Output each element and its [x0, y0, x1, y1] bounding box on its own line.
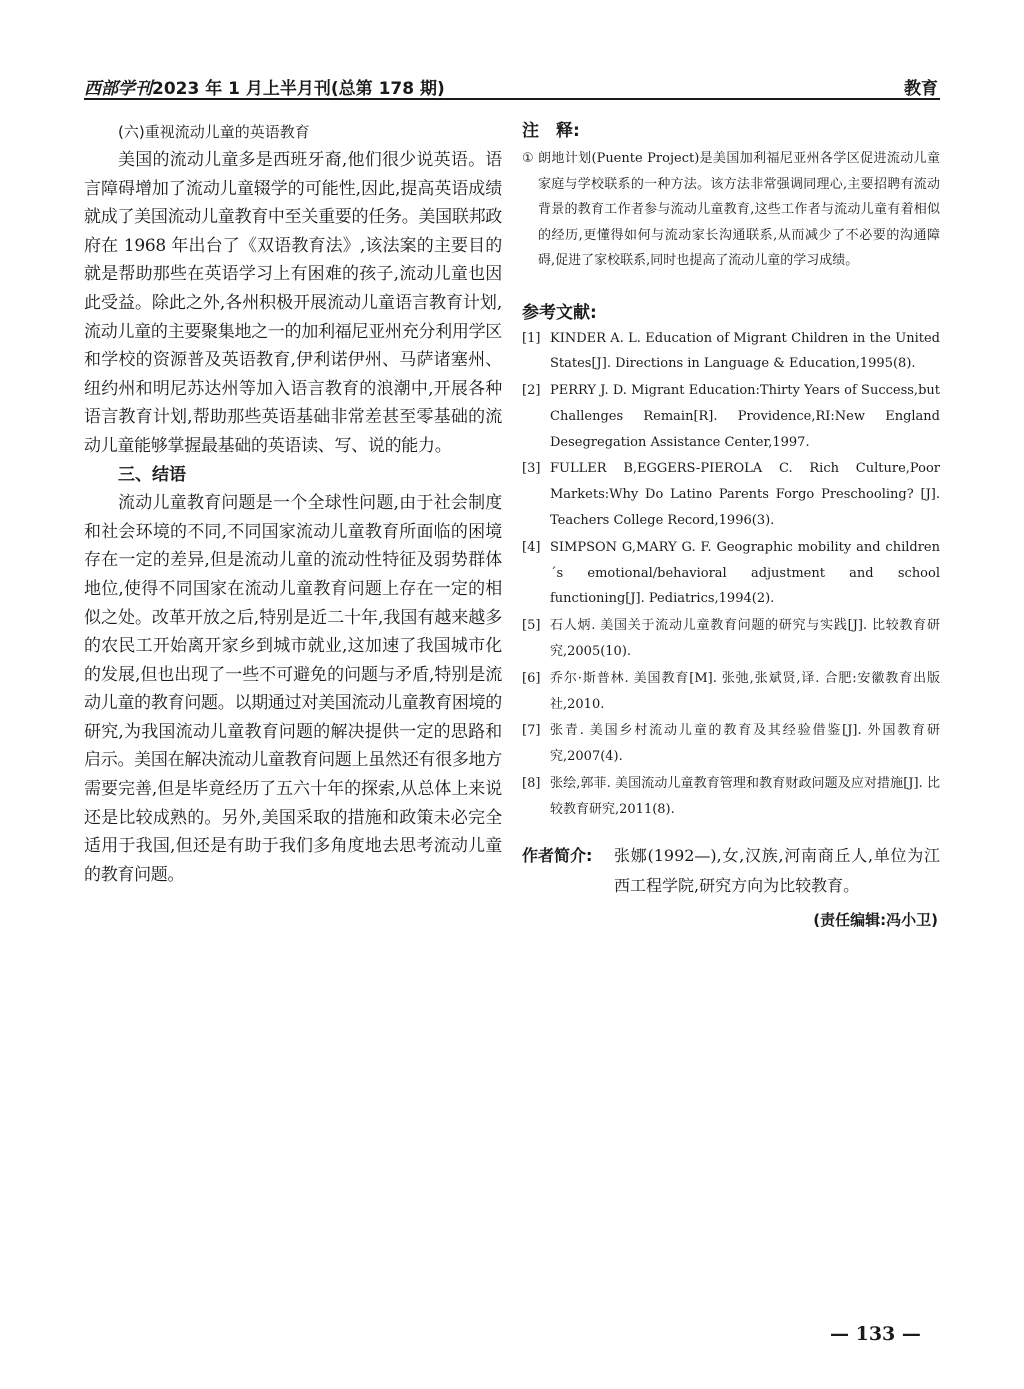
- note-marker: ①: [522, 151, 534, 166]
- reference-text: 张绘,郭菲. 美国流动儿童教育管理和教育财政问题及应对措施[J]. 比较教育研究,2011(8).: [550, 776, 940, 817]
- body-paragraph-1: 美国的流动儿童多是西班牙裔,他们很少说英语。语言障碍增加了流动儿童辍学的可能性,因此,提高英语成绩就成了美国流动儿童教育中至关重要的任务。美国联邦政府在 1968 年出台了《双语教育法》,该法案的主要目的就是帮助那些在英语学习上有困难的孩子,流动儿童也因此受益。除此之外,各州积极开展流动儿童语言教育计划,流动儿童的主要聚集地之一的加利福尼亚州充分利用学区和学校的资源普及英语教育,伊利诺伊州、马萨诸塞州、纽约州和明尼苏达州等加入语言教育的浪潮中,开展各种语言教育计划,帮助那些英语基础非常差甚至零基础的流动儿童能够掌握最基础的英语读、写、说的能力。: [84, 150, 502, 456]
- reference-number: [6]: [522, 670, 541, 686]
- section-title-conclusion: 三、结语: [118, 464, 186, 485]
- issue-info: 2023 年 1 月上半月刊(总第 178 期): [152, 79, 445, 99]
- reference-number: [4]: [522, 539, 541, 555]
- reference-item: [522, 378, 940, 455]
- reference-item: [522, 535, 940, 612]
- reference-text: PERRY J. D. Migrant Education:Thirty Years of Success,but Challenges Remain[R]. Providence,RI:New England Desegregation Assistance Center,1997.: [550, 383, 940, 450]
- reference-item: [522, 666, 940, 718]
- reference-text: KINDER A. L. Education of Migrant Children in the United States[J]. Directions in Language & Education,1995(8).: [550, 330, 940, 372]
- reference-item: [522, 613, 940, 665]
- references-title: 参考文献:: [522, 302, 597, 323]
- author-label: 作者简介:: [522, 845, 593, 865]
- author-bio: [522, 841, 940, 901]
- reference-number: [5]: [522, 618, 541, 634]
- reference-text: FULLER B,EGGERS-PIEROLA C. Rich Culture,Poor Markets:Why Do Latino Parents Forgo Preschooling? [J]. Teachers College Record,1996(3).: [550, 461, 940, 529]
- reference-text: 石人炳. 美国关于流动儿童教育问题的研究与实践[J]. 比较教育研究,2005(10).: [550, 618, 940, 660]
- reference-number: [3]: [522, 461, 541, 477]
- note-text: 朗地计划(Puente Project)是美国加利福尼亚州各学区促进流动儿童家庭与学校联系的一种方法。该方法非常强调同理心,主要招聘有流动背景的教育工作者参与流动儿童教育,这些工作者与流动儿童有着相似的经历,更懂得如何与流动家长沟通联系,从而减少了不必要的沟通障碍,促进了家校联系,同时也提高了流动儿童的学习成绩。: [538, 151, 940, 268]
- notes-list: [522, 146, 940, 274]
- responsible-editor: (责任编辑:冯小卫): [813, 910, 938, 929]
- reference-number: [1]: [522, 330, 541, 346]
- reference-item: [522, 771, 940, 823]
- author-text: 张娜(1992—),女,汉族,河南商丘人,单位为江西工程学院,研究方向为比较教育。: [614, 845, 940, 895]
- reference-item: [522, 718, 940, 770]
- reference-text: SIMPSON G,MARY G. F. Geographic mobility and children´s emotional/behavioral adjustment and school functioning[J]. Pediatrics,1994(2).: [550, 539, 940, 607]
- running-header: [84, 70, 940, 100]
- notes-title: 注 释:: [522, 121, 580, 141]
- reference-text: 乔尔·斯普林. 美国教育[M]. 张弛,张斌贤,译. 合肥:安徽教育出版社,2010.: [550, 670, 940, 712]
- reference-item: [522, 456, 940, 533]
- reference-number: [7]: [522, 723, 541, 739]
- reference-item: [522, 326, 940, 378]
- reference-number: [8]: [522, 776, 541, 792]
- page-number: — 133 —: [830, 1323, 921, 1345]
- note-item: [522, 146, 940, 274]
- journal-name: 西部学刊: [84, 79, 152, 99]
- reference-text: 张青. 美国乡村流动儿童的教育及其经验借鉴[J]. 外国教育研究,2007(4).: [550, 723, 940, 765]
- section-label: 教育: [904, 79, 938, 99]
- reference-number: [2]: [522, 383, 541, 399]
- subsection-title: (六)重视流动儿童的英语教育: [118, 123, 310, 141]
- right-column: [522, 118, 940, 930]
- references-list: [522, 326, 940, 823]
- left-column: [84, 118, 502, 889]
- header-journal-issue: [84, 74, 445, 99]
- body-paragraph-2: 流动儿童教育问题是一个全球性问题,由于社会制度和社会环境的不同,不同国家流动儿童教育所面临的困境存在一定的差异,但是流动儿童的流动性特征及弱势群体地位,使得不同国家在流动儿童教育问题上存在一定的相似之处。改革开放之后,特别是近二十年,我国有越来越多的农民工开始离开家乡到城市就业,这加速了我国城市化的发展,但也出现了一些不可避免的问题与矛盾,特别是流动儿童的教育问题。以期通过对美国流动儿童教育困境的研究,为我国流动儿童教育问题的解决提供一定的思路和启示。美国在解决流动儿童教育问题上虽然还有很多地方需要完善,但是毕竟经历了五六十年的探索,从总体上来说还是比较成熟的。另外,美国采取的措施和政策未必完全适用于我国,但还是有助于我们多角度地去思考流动儿童的教育问题。: [84, 493, 502, 885]
